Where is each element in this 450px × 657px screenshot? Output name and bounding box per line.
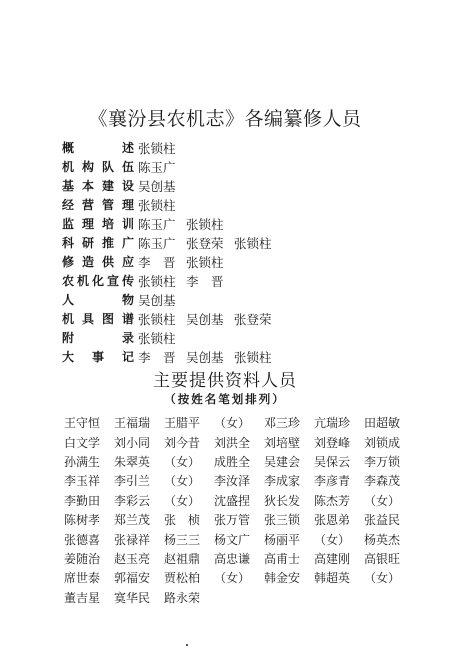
role-char: 概 xyxy=(62,141,75,155)
role-char: 应 xyxy=(121,255,134,269)
staff-role xyxy=(62,310,134,327)
role-char: 宣 xyxy=(106,274,119,288)
role-char: 科 xyxy=(62,236,75,250)
role-char: 机 xyxy=(62,160,75,174)
contributor-name: 韩超英 xyxy=(314,571,351,586)
contributor-name: 陈树孝 xyxy=(64,513,101,528)
role-char: 大 xyxy=(62,350,75,364)
contributor-name: 王腊平 xyxy=(164,416,201,431)
staff-role xyxy=(62,291,134,308)
staff-list xyxy=(62,138,282,366)
staff-row xyxy=(62,347,282,366)
role-char: 农 xyxy=(62,274,75,288)
contributor-name: 高忠谦 xyxy=(214,551,251,566)
staff-name: 李 晋 xyxy=(138,349,176,365)
contributor-name: 李彩云 xyxy=(114,493,151,508)
staff-name: 张锁柱 xyxy=(186,216,224,232)
staff-name: 吴创基 xyxy=(186,311,224,327)
staff-role xyxy=(62,177,134,194)
contributor-name: 刘锁成 xyxy=(364,435,401,450)
contributor-name: （女） xyxy=(364,571,401,586)
contributor-name: 李森茂 xyxy=(364,474,401,489)
contributor-name: 王福瑞 xyxy=(114,416,151,431)
contributor-name: 杨英杰 xyxy=(364,532,401,547)
staff-role xyxy=(62,196,134,213)
contributor-name: 张 桢 xyxy=(164,513,201,528)
role-char: 物 xyxy=(121,293,134,307)
staff-name: 张锁柱 xyxy=(138,273,176,289)
contributor-name: （女） xyxy=(164,454,201,469)
contributor-name: 刘小同 xyxy=(114,435,151,450)
role-char: 录 xyxy=(121,331,134,345)
contributor-name: 王守恒 xyxy=(64,416,101,431)
role-char: 经 xyxy=(62,198,75,212)
contributor-name: 吴保云 xyxy=(314,454,351,469)
role-char: 理 xyxy=(121,198,134,212)
contributor-name: 赵玉亮 xyxy=(114,551,151,566)
contributor-name: 李勤田 xyxy=(64,493,101,508)
staff-name: 张锁柱 xyxy=(138,330,176,346)
contributor-name: 孙满生 xyxy=(64,454,101,469)
staff-role xyxy=(62,158,134,175)
role-char: 伍 xyxy=(121,160,134,174)
contributor-name: 刘登峰 xyxy=(314,435,351,450)
contributor-name: 成胜全 xyxy=(214,454,251,469)
contributor-name: （女） xyxy=(164,493,201,508)
contributor-name: 张益民 xyxy=(364,513,401,528)
staff-row xyxy=(62,138,282,157)
role-char: 广 xyxy=(121,236,134,250)
staff-name: 李 晋 xyxy=(138,254,176,270)
staff-row xyxy=(62,157,282,176)
staff-row xyxy=(62,176,282,195)
contributor-name: 杨三三 xyxy=(164,532,201,547)
contributor-name: 张德喜 xyxy=(64,532,101,547)
role-char: 谱 xyxy=(121,312,134,326)
staff-name: 陈玉广 xyxy=(138,159,176,175)
contributor-name: 李万锁 xyxy=(364,454,401,469)
staff-row xyxy=(62,252,282,271)
role-char: 构 xyxy=(81,160,94,174)
role-char: 培 xyxy=(101,217,114,231)
contributor-name: 赵祖鼎 xyxy=(164,551,201,566)
contributor-name: 张三锁 xyxy=(264,513,301,528)
staff-name: 陈玉广 xyxy=(138,216,176,232)
contributor-name: 刘培壁 xyxy=(264,435,301,450)
contributor-name: 席世泰 xyxy=(64,571,101,586)
staff-name: 李 晋 xyxy=(186,273,224,289)
role-char: 本 xyxy=(81,179,94,193)
staff-role xyxy=(62,272,134,289)
role-char: 建 xyxy=(101,179,114,193)
role-char: 研 xyxy=(81,236,94,250)
staff-row xyxy=(62,271,282,290)
contributor-name: 路永荣 xyxy=(164,590,201,605)
contributor-name: 张禄祥 xyxy=(114,532,151,547)
contributor-name: （女） xyxy=(164,474,201,489)
role-char: 基 xyxy=(62,179,75,193)
staff-role xyxy=(62,253,134,270)
staff-role xyxy=(62,234,134,251)
contributor-name: 李彦青 xyxy=(314,474,351,489)
staff-role xyxy=(62,329,134,346)
staff-name: 张锁柱 xyxy=(138,197,176,213)
role-char: 图 xyxy=(101,312,114,326)
contributor-name: 刘洪全 xyxy=(214,435,251,450)
contributor-name: 白文学 xyxy=(64,435,101,450)
contributor-name: 郑兰茂 xyxy=(114,513,151,528)
staff-name: 张锁柱 xyxy=(138,140,176,156)
contributor-name: 陈杰芳 xyxy=(314,493,351,508)
staff-name: 吴创基 xyxy=(138,292,176,308)
contributors-title: 主要提供资料人员 xyxy=(153,371,297,391)
contributor-name: 李引兰 xyxy=(114,474,151,489)
contributor-name: 杨文广 xyxy=(214,532,251,547)
contributors-subtitle: （按姓名笔划排列） xyxy=(164,392,286,406)
staff-name: 吴创基 xyxy=(138,178,176,194)
role-char: 附 xyxy=(62,331,75,345)
page-title: 《襄汾县农机志》各编纂修人员 xyxy=(88,108,362,130)
role-char: 造 xyxy=(81,255,94,269)
staff-row xyxy=(62,233,282,252)
staff-role xyxy=(62,139,134,156)
role-char: 记 xyxy=(121,350,134,364)
contributor-name: （女） xyxy=(214,416,251,431)
role-char: 机 xyxy=(76,274,89,288)
staff-name: 吴创基 xyxy=(186,349,224,365)
staff-name: 张锁柱 xyxy=(234,349,272,365)
staff-row xyxy=(62,328,282,347)
role-char: 供 xyxy=(101,255,114,269)
role-char: 化 xyxy=(91,274,104,288)
contributor-name: 李成家 xyxy=(264,474,301,489)
contributor-name: 李汝泽 xyxy=(214,474,251,489)
role-char: 修 xyxy=(62,255,75,269)
contributor-name: 董吉星 xyxy=(64,590,101,605)
contributor-name: 田超敏 xyxy=(364,416,401,431)
contributor-name: 张万管 xyxy=(214,513,251,528)
staff-role xyxy=(62,348,134,365)
contributors-grid xyxy=(64,413,414,607)
staff-name: 张锁柱 xyxy=(234,235,272,251)
role-char: 机 xyxy=(62,312,75,326)
role-char: 推 xyxy=(101,236,114,250)
contributor-name: 韩金安 xyxy=(264,571,301,586)
role-char: 队 xyxy=(101,160,114,174)
role-char: 训 xyxy=(121,217,134,231)
staff-name: 张锁柱 xyxy=(138,311,176,327)
contributor-name: 吴建会 xyxy=(264,454,301,469)
contributor-name: 高甫士 xyxy=(264,551,301,566)
staff-row xyxy=(62,195,282,214)
page-mark xyxy=(186,644,188,646)
staff-row xyxy=(62,309,282,328)
contributor-name: 沈盛捏 xyxy=(214,493,251,508)
role-char: 传 xyxy=(121,274,134,288)
contributor-name: （女） xyxy=(214,571,251,586)
role-char: 人 xyxy=(62,293,75,307)
staff-row xyxy=(62,290,282,309)
role-char: 理 xyxy=(81,217,94,231)
contributor-name: 姜随治 xyxy=(64,551,101,566)
contributor-name: 刘今昔 xyxy=(164,435,201,450)
contributor-name: 朱翠英 xyxy=(114,454,151,469)
role-char: 具 xyxy=(81,312,94,326)
contributor-name: 张恩弟 xyxy=(314,513,351,528)
role-char: 事 xyxy=(91,350,104,364)
staff-name: 陈玉广 xyxy=(138,235,176,251)
staff-row xyxy=(62,214,282,233)
staff-name: 张登荣 xyxy=(234,311,272,327)
contributor-name: 寞华民 xyxy=(114,590,151,605)
contributor-name: 高建刚 xyxy=(314,551,351,566)
role-char: 监 xyxy=(62,217,75,231)
contributor-name: 贾松柏 xyxy=(164,571,201,586)
staff-role xyxy=(62,215,134,232)
staff-name: 张登荣 xyxy=(186,235,224,251)
contributor-name: 狄长发 xyxy=(264,493,301,508)
contributor-name: 邓三珍 xyxy=(264,416,301,431)
contributor-name: （女） xyxy=(364,493,401,508)
contributor-name: 李玉祥 xyxy=(64,474,101,489)
role-char: 管 xyxy=(101,198,114,212)
role-char: 营 xyxy=(81,198,94,212)
contributor-name: （女） xyxy=(314,532,351,547)
role-char: 设 xyxy=(121,179,134,193)
contributor-name: 高银旺 xyxy=(364,551,401,566)
role-char: 述 xyxy=(121,141,134,155)
contributor-name: 郭福安 xyxy=(114,571,151,586)
contributor-name: 亢瑞珍 xyxy=(314,416,351,431)
staff-name: 张锁柱 xyxy=(186,254,224,270)
contributor-name: 杨丽平 xyxy=(264,532,301,547)
